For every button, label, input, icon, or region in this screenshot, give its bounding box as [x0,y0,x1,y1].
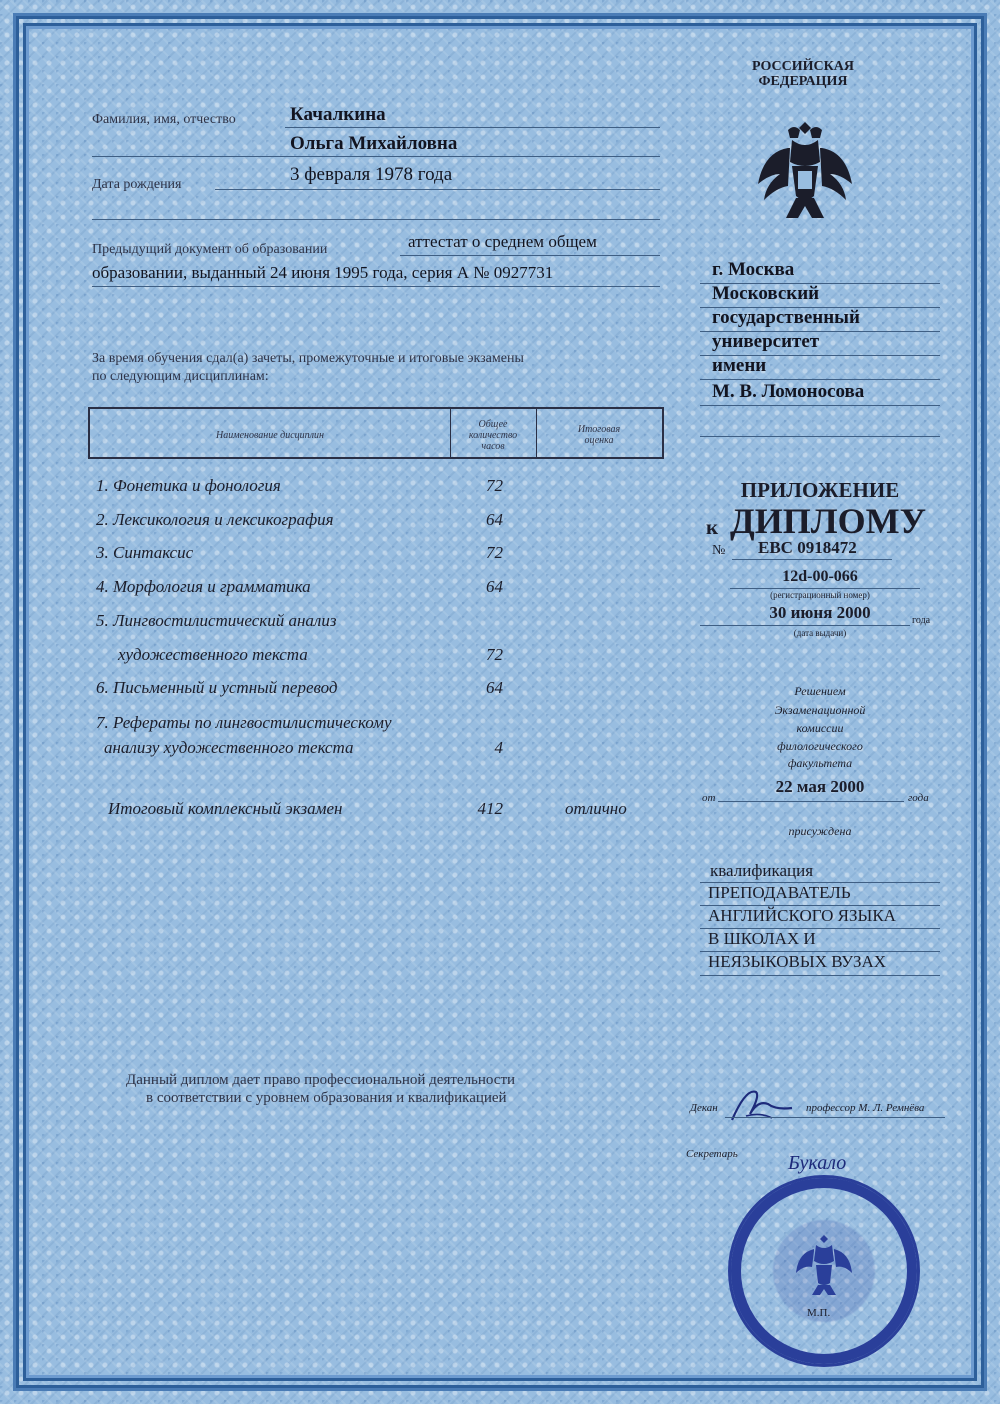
uni-line-2: Московский [712,283,820,304]
prev-doc-line-1: аттестат о среднем общем [408,232,597,251]
discipline-name: 3. Синтаксис [96,543,194,562]
fio-label: Фамилия, имя, отчество [92,112,236,127]
date-of-birth: 3 февраля 1978 года [290,164,453,185]
blank-line [92,219,660,220]
discipline-name-cont: анализу художественного текста [104,738,354,757]
decision-date: 22 мая 2000 [775,777,865,796]
decision-from: от [702,792,716,804]
diploma-number: ЕВС 0918472 [758,538,857,557]
number-sign: № [712,543,726,558]
dean-signature-icon [728,1082,800,1126]
supplement-to-word: к [706,515,719,539]
dob-label: Дата рождения [92,177,182,192]
fio-underline-2 [92,156,660,157]
discipline-hours: 72 [486,476,503,495]
decision-2: Экзаменационной [774,703,866,717]
registration-number: 12d-00-066 [782,568,858,585]
uni-underline [700,405,940,406]
uni-line-4: университет [712,331,820,352]
uni-line-6: М. В. Ломоносова [712,381,865,402]
country-line-1: РОССИЙСКАЯ [751,59,854,74]
uni-line-3: государственный [712,307,860,328]
col-hours-3: часов [481,441,505,452]
dean-underline [725,1117,945,1118]
official-seal [728,1175,920,1367]
seal-eagle-icon [794,1233,854,1297]
uni-line-1: г. Москва [712,259,795,280]
rights-text-2: в соответствии с уровнем образования и квалификацией [146,1090,507,1106]
reg-caption: (регистрационный номер) [770,590,870,600]
qualification-line-4: НЕЯЗЫКОВЫХ ВУЗАХ [708,952,887,971]
uni-underline [700,436,940,437]
diploma-word: ДИПЛОМУ [730,501,926,541]
col-grade-1: Итоговая [577,424,621,435]
col-grade-2: оценка [584,435,614,446]
given-names: Ольга Михайловна [290,133,458,154]
disciplines-table-header [88,407,664,459]
issue-underline [700,625,910,626]
exams-intro-1: За время обучения сдал(а) зачеты, промежуточные и итоговые экзамены [92,351,524,366]
decision-3: комиссии [796,721,844,735]
col-hours-1: Общее [478,419,508,430]
col-hours-2: количество [468,430,518,441]
decision-underline [718,801,904,802]
discipline-hours: 72 [486,543,503,562]
discipline-name: 4. Морфология и грамматика [96,577,311,596]
secretary-signature: Букало [788,1152,847,1174]
qualification-line-1: ПРЕПОДАВАТЕЛЬ [708,883,851,902]
col-name: Наименование дисциплин [216,430,324,441]
discipline-hours: 72 [486,645,503,664]
surname: Качалкина [290,104,386,125]
qualification-label: квалификация [710,861,814,880]
reg-underline [730,588,920,589]
coat-of-arms-icon [752,118,858,224]
discipline-hours: 64 [486,510,503,529]
discipline-hours: 64 [486,678,503,697]
country-line-2: ФЕДЕРАЦИЯ [758,74,848,89]
decision-5: факультета [787,756,853,770]
prev-doc-label: Предыдущий документ об образовании [92,242,328,257]
dob-underline [215,189,660,190]
awarded-word: присуждена [788,824,852,838]
issue-date: 30 июня 2000 [769,603,871,622]
fio-underline-1 [285,127,660,128]
prev-doc-line-2: образовании, выданный 24 июня 1995 года, серия А № 0927731 [92,263,554,282]
secretary-label: Секретарь [686,1148,738,1160]
dean-label: Декан [690,1102,718,1114]
col-name-cell [90,409,451,457]
decision-1: Решением [794,684,846,698]
seal-mp-label: М.П. [807,1307,831,1319]
dean-name: профессор М. Л. Ремнёва [806,1102,925,1114]
rights-text-1: Данный диплом дает право профессиональной деятельности [126,1072,516,1088]
issue-year-word: года [912,615,931,626]
exams-intro-2: по следующим дисциплинам: [92,369,269,384]
final-exam-grade: отлично [565,799,627,818]
discipline-name: 7. Рефераты по лингвостилистическому [96,713,392,732]
uni-underline [700,379,940,380]
qualification-line-3: В ШКОЛАХ И [708,929,816,948]
discipline-name: 2. Лексикология и лексикография [96,510,334,529]
final-exam-name: Итоговый комплексный экзамен [108,799,343,818]
uni-line-5: имени [712,355,767,376]
qualification-line-2: АНГЛИЙСКОГО ЯЗЫКА [708,906,896,925]
issue-caption: (дата выдачи) [793,628,847,638]
discipline-name: 6. Письменный и устный перевод [96,678,338,697]
discipline-name-cont: художественного текста [118,645,308,664]
col-hours-cell [450,409,537,457]
qual-underline [700,975,940,976]
prev-doc-underline-1 [400,255,660,256]
discipline-hours: 4 [494,738,503,757]
discipline-hours: 64 [486,577,503,596]
decision-year-word: года [908,792,929,804]
number-underline [732,559,892,560]
discipline-name: 5. Лингвостилистический анализ [96,611,337,630]
final-exam-hours: 412 [477,799,503,818]
decision-4: филологического [777,739,863,753]
prev-doc-underline-2 [92,286,660,287]
col-grade-cell [536,409,662,457]
discipline-name: 1. Фонетика и фонология [96,476,281,495]
supplement-title: ПРИЛОЖЕНИЕ [740,478,900,502]
